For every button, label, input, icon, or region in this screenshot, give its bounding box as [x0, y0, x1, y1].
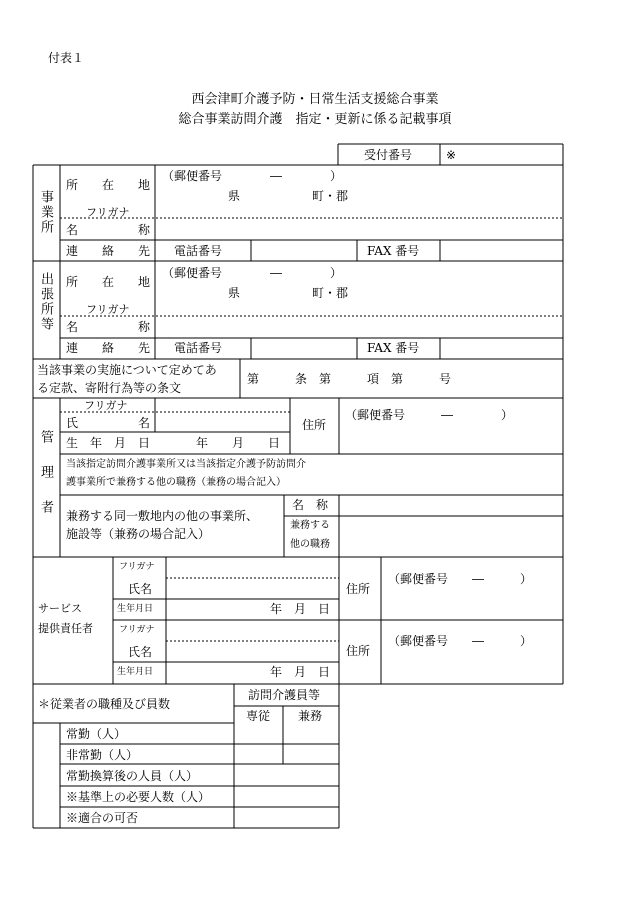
- branch-postal-field[interactable]: （郵便番号 ― ）: [162, 266, 343, 280]
- manager-dob-label: 生 年 月 日: [66, 436, 151, 450]
- branch-pref-town-field[interactable]: 県 町・郡: [228, 286, 349, 300]
- staff-concurrent-header: 兼務: [298, 709, 323, 723]
- service1-furigana-label: フリガナ: [119, 562, 155, 572]
- service2-dob-field[interactable]: 年 月 日: [270, 665, 331, 679]
- manager-postal-field[interactable]: （郵便番号 ― ）: [345, 408, 514, 422]
- office-pref-town-field[interactable]: 県 町・郡: [228, 189, 349, 203]
- office-location-label: 所 在 地: [66, 178, 151, 192]
- branch-location-label: 所 在 地: [66, 275, 151, 289]
- staff-row-label: 非常勤（人）: [66, 748, 139, 762]
- appendix-label: 付表１: [48, 51, 85, 65]
- manager-site-duty-line1: 兼務する: [290, 520, 330, 531]
- office-side-label: 事業所: [38, 190, 53, 235]
- form-title-line1: 西会津町介護予防・日常生活支援総合事業: [191, 92, 439, 107]
- office-postal-field[interactable]: （郵便番号 ― ）: [162, 169, 343, 183]
- service2-dob-label: 生年月日: [117, 667, 154, 677]
- staff-full-time-header: 専従: [246, 709, 271, 723]
- staff-row-label: ※基準上の必要人数（人）: [66, 790, 211, 804]
- service1-address-label: 住所: [346, 582, 371, 596]
- manager-site-name-label: 名 称: [292, 498, 329, 512]
- manager-other-duty-line1: 当該指定訪問介護事業所又は当該指定介護予防訪問介: [66, 459, 306, 470]
- staff-row-label: 常勤（人）: [66, 727, 127, 741]
- manager-address-label: 住所: [302, 418, 327, 432]
- manager-same-site-line1: 兼務する同一敷地内の他の事業所、: [66, 509, 259, 523]
- office-furigana-label: フリガナ: [86, 206, 130, 219]
- office-phone-label: 電話番号: [174, 244, 223, 258]
- office-name-label: 名 称: [66, 223, 151, 237]
- service-side-line2: 提供責任者: [38, 622, 93, 635]
- manager-name-label: 氏 名: [66, 416, 151, 430]
- staff-header: ＊従業者の職種及び員数: [38, 697, 171, 711]
- articles-value-field[interactable]: 第 条 第 項 第 号: [247, 372, 452, 386]
- articles-label-line2: る定款、寄附行為等の条文: [37, 381, 182, 395]
- branch-phone-label: 電話番号: [174, 341, 223, 355]
- manager-site-duty-line2: 他の職務: [290, 539, 330, 550]
- service1-dob-label: 生年月日: [117, 604, 154, 614]
- branch-furigana-label: フリガナ: [86, 303, 130, 316]
- branch-contact-label: 連 絡 先: [66, 341, 151, 355]
- manager-side-label: 管理者: [38, 430, 53, 535]
- service2-postal-field[interactable]: （郵便番号 ― ）: [388, 634, 533, 648]
- service1-postal-field[interactable]: （郵便番号 ― ）: [388, 572, 533, 586]
- branch-side-label: 出張所等: [38, 272, 53, 332]
- service-side-line1: サービス: [38, 602, 82, 615]
- manager-dob-field[interactable]: 年 月 日: [196, 436, 281, 450]
- staff-group-header: 訪問介護員等: [248, 688, 321, 702]
- manager-furigana-label: フリガナ: [84, 399, 128, 412]
- form-title-line2: 総合事業訪問介護 指定・更新に係る記載事項: [178, 112, 452, 127]
- service1-name-label: 氏名: [128, 582, 153, 596]
- receipt-number-label: 受付番号: [364, 148, 413, 162]
- service2-furigana-label: フリガナ: [119, 625, 155, 635]
- manager-other-duty-line2: 護事業所で兼務する他の職務（兼務の場合記入）: [66, 477, 286, 488]
- service2-name-label: 氏名: [128, 645, 153, 659]
- office-contact-label: 連 絡 先: [66, 244, 151, 258]
- staff-row-label: ※適合の可否: [66, 811, 139, 825]
- manager-same-site-line2: 施設等（兼務の場合記入）: [66, 527, 211, 541]
- branch-name-label: 名 称: [66, 320, 151, 334]
- receipt-number-mark: ※: [446, 148, 457, 162]
- service1-dob-field[interactable]: 年 月 日: [270, 602, 331, 616]
- office-fax-label: FAX 番号: [367, 244, 420, 258]
- articles-label-line1: 当該事業の実施について定めてあ: [37, 363, 217, 377]
- staff-row-label: 常勤換算後の人員（人）: [66, 769, 199, 783]
- service2-address-label: 住所: [346, 644, 371, 658]
- branch-fax-label: FAX 番号: [367, 341, 420, 355]
